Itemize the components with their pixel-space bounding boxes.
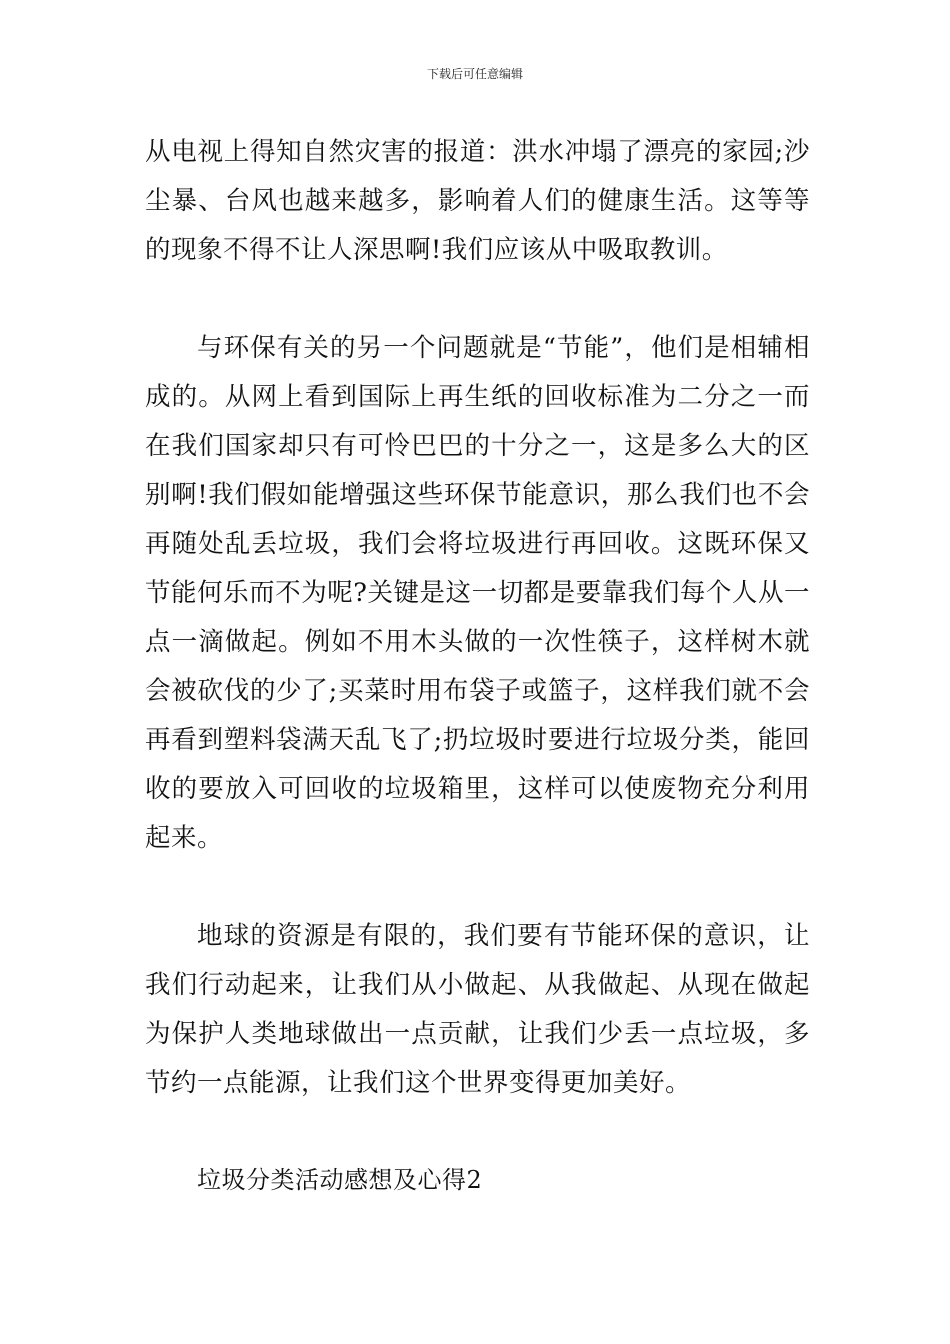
document-body bbox=[145, 128, 810, 1205]
section-heading: 垃圾分类活动感想及心得2 bbox=[197, 1166, 483, 1194]
paragraph-energy-saving: 与环保有关的另一个问题就是“节能”，他们是相辅相成的。从网上看到国际上再生纸的回收标准为二分之一而在我们国家却只有可怜巴巴的十分之一，这是多么大的区别啊!我们假如能增强这些环保节能意识，那么我们也不会再随处乱丢垃圾，我们会将垃圾进行再回收。这既环保又节能何乐而不为呢?关键是这一切都是要靠我们每个人从一点一滴做起。例如不用木头做的一次性筷子，这样树木就会被砍伐的少了;买菜时用布袋子或篮子，这样我们就不会再看到塑料袋满天乱飞了;扔垃圾时要进行垃圾分类，能回收的要放入可回收的垃圾箱里，这样可以使废物充分利用起来。 bbox=[145, 333, 810, 853]
page-header-note: 下载后可任意编辑 bbox=[426, 67, 523, 81]
paragraph-earth-resources: 地球的资源是有限的，我们要有节能环保的意识，让我们行动起来，让我们从小做起、从我做起、从现在做起为保护人类地球做出一点贡献，让我们少丢一点垃圾，多节约一点能源，让我们这个世界变得更加美好。 bbox=[145, 921, 810, 1098]
paragraph-disasters: 从电视上得知自然灾害的报道：洪水冲塌了漂亮的家园;沙尘暴、台风也越来越多，影响着人们的健康生活。这等等的现象不得不让人深思啊!我们应该从中吸取教训。 bbox=[145, 137, 810, 265]
